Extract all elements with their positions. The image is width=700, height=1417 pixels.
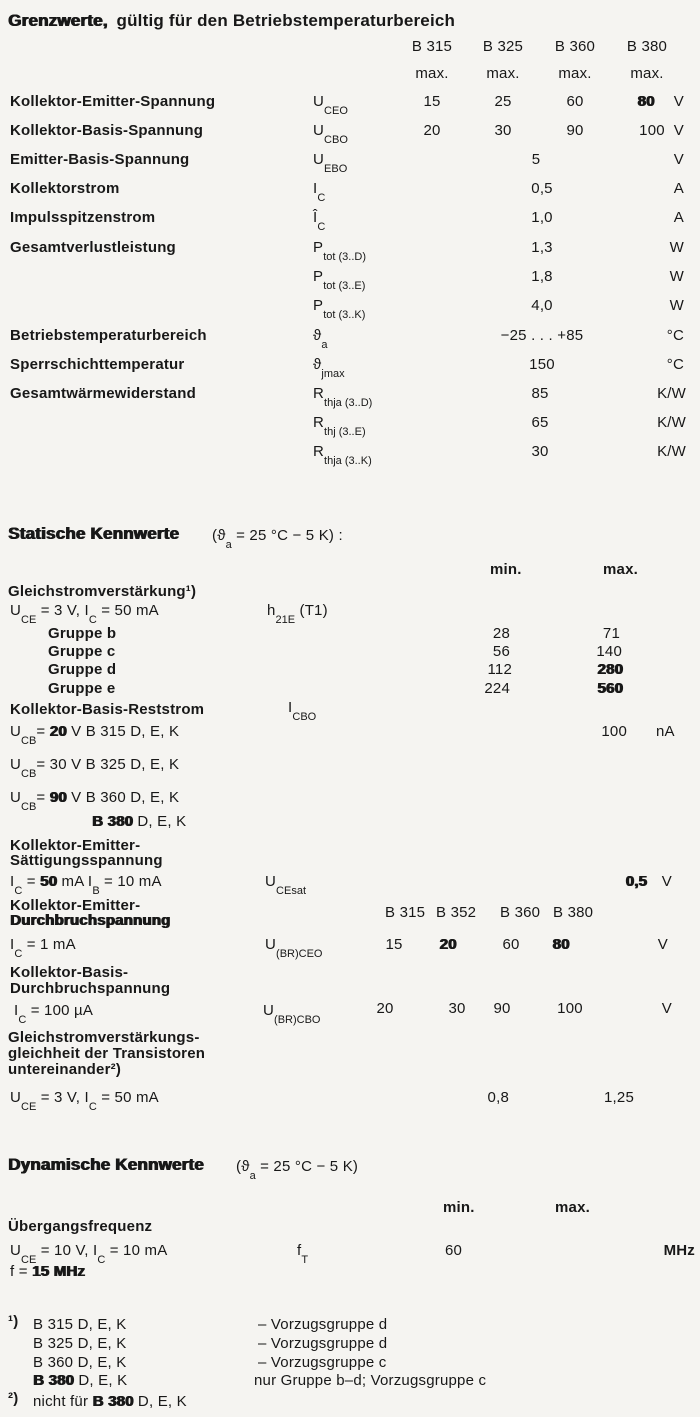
- footnote-note: – Vorzugsgruppe d: [258, 1316, 388, 1333]
- param-unit: A: [673, 180, 684, 197]
- param-value: 1,0: [531, 209, 553, 226]
- param-value: 25: [494, 93, 512, 110]
- brcbo-label-2: Durchbruchspannung: [10, 980, 171, 997]
- param-value: 1,3: [531, 239, 553, 256]
- grenzwerte-title: [8, 12, 455, 29]
- param-label: Gesamtverlustleistung: [10, 239, 176, 256]
- param-symbol: $Î_C$: [313, 209, 326, 233]
- param-label: Impulsspitzenstrom: [10, 209, 156, 226]
- param-symbol: $P_{tot (3..E)}$: [313, 268, 366, 292]
- param-value: 5: [531, 151, 541, 168]
- gruppe-label: Gruppe c: [48, 643, 116, 660]
- grenzwerte-title-rest: gültig für den Betriebstemperaturbereich: [116, 11, 456, 30]
- param-unit: W: [669, 239, 684, 256]
- gleichheit-label-1: Gleichstromverstärkungs-: [8, 1029, 200, 1046]
- param-value: 15: [423, 93, 441, 110]
- brceo-type-header: B 360: [500, 904, 541, 921]
- icbo-cond: $U_{CB}= 20$ V B 315 D, E, K: [10, 723, 180, 747]
- footnote1-marker: ¹): [8, 1313, 19, 1330]
- param-value: 20: [423, 122, 441, 139]
- dynamische-title: Dynamische Kennwerte: [8, 1155, 204, 1174]
- gruppe-max: 140: [596, 643, 622, 660]
- ucesat-cond: $I_C = 50$ mA $I_B = 10$ mA: [10, 873, 162, 897]
- gleichheit-label-2: gleichheit der Transistoren: [8, 1045, 206, 1062]
- statische-cond: ($ϑ_a = 25$ °C − 5 K) :: [212, 527, 343, 551]
- min-header: min.: [490, 561, 522, 578]
- gleichheit-min: 0,8: [487, 1089, 509, 1106]
- param-value: −25 . . . +85: [500, 327, 584, 344]
- gleichheit-label-3: untereinander²): [8, 1061, 122, 1078]
- gruppe-label: Gruppe b: [48, 625, 117, 642]
- ft-unit: MHz: [663, 1242, 695, 1259]
- footnote-note: – Vorzugsgruppe c: [258, 1354, 387, 1371]
- param-value: 4,0: [531, 297, 553, 314]
- brceo-type-header: B 352: [436, 904, 477, 921]
- type-header-b380: B 380: [626, 38, 668, 55]
- brceo-value: 60: [502, 936, 520, 953]
- footnote-note: nur Gruppe b–d; Vorzugsgruppe c: [254, 1372, 487, 1389]
- param-symbol: $U_{EBO}$: [313, 151, 348, 175]
- ucesat-symbol: $U_{CEsat}$: [265, 873, 307, 897]
- gruppe-min: 28: [492, 625, 510, 642]
- param-unit: W: [669, 297, 684, 314]
- param-unit: °C: [666, 356, 684, 373]
- brceo-type-header: B 380: [553, 904, 594, 921]
- footnote-device: B 315 D, E, K: [33, 1316, 127, 1333]
- brcbo-value: 90: [493, 1000, 511, 1017]
- icbo-symbol: $I_{CBO}$: [288, 699, 317, 723]
- gruppe-max: 71: [602, 625, 620, 642]
- icbo-unit: nA: [656, 723, 675, 740]
- param-value: 80: [637, 93, 655, 110]
- icbo-cond: B 380 D, E, K: [92, 813, 187, 830]
- brcbo-value: 30: [448, 1000, 466, 1017]
- brceo-value: 20: [439, 936, 457, 953]
- ucesat-value: 0,5: [625, 873, 647, 890]
- param-unit: K/W: [657, 443, 686, 460]
- brcbo-unit: V: [661, 1000, 672, 1017]
- gruppe-max: 560: [597, 680, 623, 697]
- param-label: Gesamtwärmewiderstand: [10, 385, 196, 402]
- type-header-b315: B 315: [411, 38, 453, 55]
- param-label: Kollektor-Basis-Spannung: [10, 122, 204, 139]
- param-symbol: $P_{tot (3..D)}$: [313, 239, 367, 263]
- param-symbol: $R_{thja (3..K)}$: [313, 443, 372, 467]
- icbo-cond: $U_{CB}= 30$ V B 325 D, E, K: [10, 756, 180, 780]
- param-unit: V: [673, 151, 684, 168]
- brcbo-label-1: Kollektor-Basis-: [10, 964, 129, 981]
- type-header-b360: B 360: [554, 38, 596, 55]
- param-value: 30: [494, 122, 512, 139]
- param-label: Kollektor-Emitter-Spannung: [10, 93, 216, 110]
- gruppe-min: 224: [484, 680, 510, 697]
- h21e-symbol: $h_{21E}$ (T1): [267, 602, 328, 626]
- brcbo-value: 20: [376, 1000, 394, 1017]
- footnote-device: B 380 D, E, K: [33, 1372, 128, 1389]
- param-unit: K/W: [657, 385, 686, 402]
- footnote-note: – Vorzugsgruppe d: [258, 1335, 388, 1352]
- brceo-label-2: Durchbruchspannung: [10, 912, 171, 929]
- brceo-cond: $I_C = 1$ mA: [10, 936, 76, 960]
- param-value: 30: [531, 443, 549, 460]
- brcbo-value: 100: [557, 1000, 583, 1017]
- brceo-symbol: $U_{(BR)CEO}$: [265, 936, 323, 960]
- max-header: max.: [486, 65, 520, 82]
- gruppe-max: 280: [597, 661, 623, 678]
- dynamische-cond: ($ϑ_a = 25$ °C − 5 K): [236, 1158, 359, 1182]
- param-symbol: $U_{CEO}$: [313, 93, 348, 117]
- param-symbol: $ϑ_a$: [313, 327, 328, 351]
- footnote2-marker: ²): [8, 1390, 19, 1407]
- max-header: max.: [558, 65, 592, 82]
- param-unit: °C: [666, 327, 684, 344]
- statische-title: Statische Kennwerte: [8, 524, 180, 543]
- param-value: 150: [529, 356, 555, 373]
- param-value: 1,8: [531, 268, 553, 285]
- ft-min: 60: [445, 1242, 463, 1259]
- param-unit: A: [673, 209, 684, 226]
- brceo-value: 80: [552, 936, 570, 953]
- footnote-device: B 360 D, E, K: [33, 1354, 127, 1371]
- icbo-value: 100: [601, 723, 627, 740]
- param-label: Sperrschichttemperatur: [10, 356, 185, 373]
- param-symbol: $ϑ_{jmax}$: [313, 356, 345, 380]
- footnote2-text: nicht für B 380 D, E, K: [33, 1393, 187, 1410]
- param-value: 65: [531, 414, 549, 431]
- ft-symbol: $f_T$: [297, 1242, 309, 1266]
- gruppe-label: Gruppe e: [48, 680, 116, 697]
- param-symbol: $U_{CBO}$: [313, 122, 348, 146]
- footnote-device: B 325 D, E, K: [33, 1335, 127, 1352]
- brceo-unit: V: [657, 936, 668, 953]
- ft-cond-2: f = 15 MHz: [10, 1263, 85, 1280]
- gleichheit-max: 1,25: [604, 1089, 634, 1106]
- param-unit: W: [669, 268, 684, 285]
- max-header: max.: [630, 65, 664, 82]
- param-symbol: $R_{thja (3..D)}$: [313, 385, 373, 409]
- grenzwerte-title-word: Grenzwerte,: [8, 11, 108, 30]
- gruppe-min: 112: [487, 661, 512, 678]
- icbo-label: Kollektor-Basis-Reststrom: [10, 701, 205, 718]
- param-value: 100: [639, 122, 665, 139]
- param-value: 85: [531, 385, 549, 402]
- param-unit: V: [673, 122, 684, 139]
- max-header: max.: [555, 1199, 590, 1216]
- ucesat-label-1: Kollektor-Emitter-: [10, 837, 141, 854]
- type-header-b325: B 325: [482, 38, 524, 55]
- param-symbol: $P_{tot (3..K)}$: [313, 297, 366, 321]
- param-label: Kollektorstrom: [10, 180, 120, 197]
- brcbo-symbol: $U_{(BR)CBO}$: [263, 1002, 321, 1026]
- param-unit: V: [673, 93, 684, 110]
- brcbo-cond: $I_C = 100$ µA: [14, 1002, 94, 1026]
- brceo-label-1: Kollektor-Emitter-: [10, 897, 141, 914]
- ft-cond-1: $U_{CE} = 10$ V, $I_C = 10$ mA: [10, 1242, 168, 1266]
- param-value: 0,5: [531, 180, 553, 197]
- brceo-value: 15: [385, 936, 403, 953]
- brceo-type-header: B 315: [385, 904, 426, 921]
- icbo-cond: $U_{CB}= 90$ V B 360 D, E, K: [10, 789, 180, 813]
- ucesat-label-2: Sättigungsspannung: [10, 852, 163, 869]
- param-label: Emitter-Basis-Spannung: [10, 151, 190, 168]
- param-unit: K/W: [657, 414, 686, 431]
- gruppe-label: Gruppe d: [48, 661, 117, 678]
- h21e-cond: $U_{CE} = 3$ V, $I_C = 50$ mA: [10, 602, 159, 626]
- ft-label: Übergangsfrequenz: [8, 1218, 153, 1235]
- param-symbol: $I_C$: [313, 180, 326, 204]
- min-header: min.: [443, 1199, 475, 1216]
- param-value: 90: [566, 122, 584, 139]
- param-value: 60: [566, 93, 584, 110]
- max-header: max.: [603, 561, 638, 578]
- gleichheit-cond: $U_{CE} = 3$ V, $I_C = 50$ mA: [10, 1089, 159, 1113]
- param-symbol: $R_{thj (3..E)}$: [313, 414, 366, 438]
- ucesat-unit: V: [661, 873, 672, 890]
- h21e-label: Gleichstromverstärkung¹): [8, 583, 197, 600]
- max-header: max.: [415, 65, 449, 82]
- param-label: Betriebstemperaturbereich: [10, 327, 207, 344]
- gruppe-min: 56: [492, 643, 510, 660]
